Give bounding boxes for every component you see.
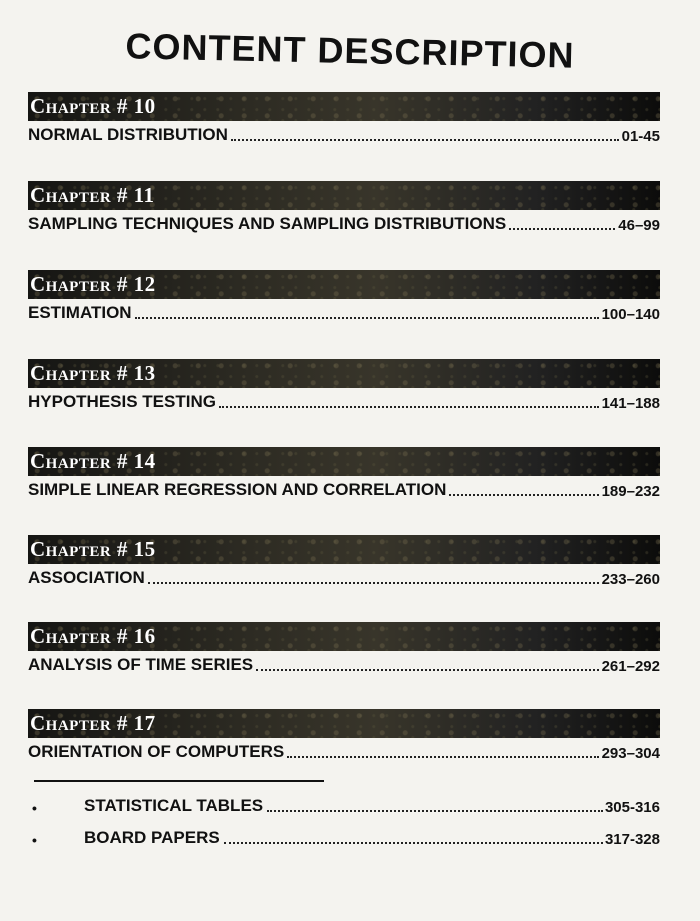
chapter-label: Chapter # 17	[30, 711, 156, 735]
chapter-banner	[28, 622, 660, 651]
chapter-label: Chapter # 14	[30, 449, 156, 473]
page-range: 261–292	[601, 658, 660, 675]
chapter-block-10	[28, 92, 660, 145]
chapter-block-12	[28, 270, 660, 323]
dot-leader	[231, 139, 619, 141]
chapter-title: ESTIMATION	[28, 303, 132, 322]
chapter-block-13	[28, 359, 660, 412]
toc-entry[interactable]	[28, 478, 660, 500]
entry-title: STATISTICAL TABLES	[84, 796, 264, 815]
chapter-banner	[28, 709, 660, 738]
chapter-title: NORMAL DISTRIBUTION	[28, 125, 228, 144]
chapter-title: ORIENTATION OF COMPUTERS	[28, 742, 285, 761]
bullet-icon: •	[32, 800, 37, 816]
toc-entry[interactable]	[28, 566, 660, 588]
page-range: 100–140	[601, 306, 660, 323]
toc-entry[interactable]	[28, 123, 660, 145]
dot-leader	[256, 669, 598, 671]
toc-entry[interactable]	[28, 740, 660, 762]
chapter-block-14	[28, 447, 660, 500]
dot-leader	[449, 494, 598, 496]
page-range: 293–304	[601, 745, 660, 762]
entry-title: BOARD PAPERS	[84, 828, 220, 847]
chapter-banner	[28, 359, 660, 388]
dot-leader	[509, 228, 615, 230]
chapter-block-11	[28, 181, 660, 234]
chapter-label: Chapter # 16	[30, 624, 156, 648]
chapter-title: ASSOCIATION	[28, 568, 145, 587]
chapter-block-17	[28, 709, 660, 762]
page-range: 233–260	[601, 571, 660, 588]
chapter-label: Chapter # 13	[30, 361, 156, 385]
dot-leader	[135, 317, 599, 319]
page-range: 141–188	[601, 395, 660, 412]
chapter-title: SIMPLE LINEAR REGRESSION AND CORRELATION	[28, 480, 447, 499]
section-divider	[34, 780, 324, 782]
bullet-icon: •	[32, 832, 37, 848]
dot-leader	[148, 582, 599, 584]
chapter-banner	[28, 92, 660, 121]
chapter-block-15	[28, 535, 660, 588]
page-range: 305-316	[604, 799, 660, 816]
toc-entry-statistical-tables[interactable]	[30, 794, 660, 816]
toc-entry[interactable]	[28, 301, 660, 323]
dot-leader	[287, 756, 598, 758]
toc-entry-board-papers[interactable]	[30, 826, 660, 848]
toc-entry[interactable]	[28, 653, 660, 675]
chapter-label: Chapter # 10	[30, 94, 156, 118]
chapter-banner	[28, 270, 660, 299]
page-title: CONTENT DESCRIPTION	[125, 25, 575, 76]
chapter-label: Chapter # 12	[30, 272, 156, 296]
chapter-label: Chapter # 15	[30, 537, 156, 561]
chapter-title: ANALYSIS OF TIME SERIES	[28, 655, 254, 674]
chapter-title: HYPOTHESIS TESTING	[28, 392, 216, 411]
chapter-banner	[28, 535, 660, 564]
dot-leader	[267, 810, 603, 812]
page-range: 46–99	[618, 217, 660, 234]
toc-entry[interactable]	[28, 212, 660, 234]
toc-entry[interactable]	[28, 390, 660, 412]
page-range: 189–232	[601, 483, 660, 500]
page-range: 01-45	[621, 128, 660, 145]
chapter-banner	[28, 447, 660, 476]
dot-leader	[219, 406, 599, 408]
chapter-banner	[28, 181, 660, 210]
chapter-title: SAMPLING TECHNIQUES AND SAMPLING DISTRIBUTIONS	[28, 214, 507, 233]
chapter-block-16	[28, 622, 660, 675]
dot-leader	[224, 842, 603, 844]
chapter-label: Chapter # 11	[30, 183, 155, 207]
page-range: 317-328	[604, 831, 660, 848]
